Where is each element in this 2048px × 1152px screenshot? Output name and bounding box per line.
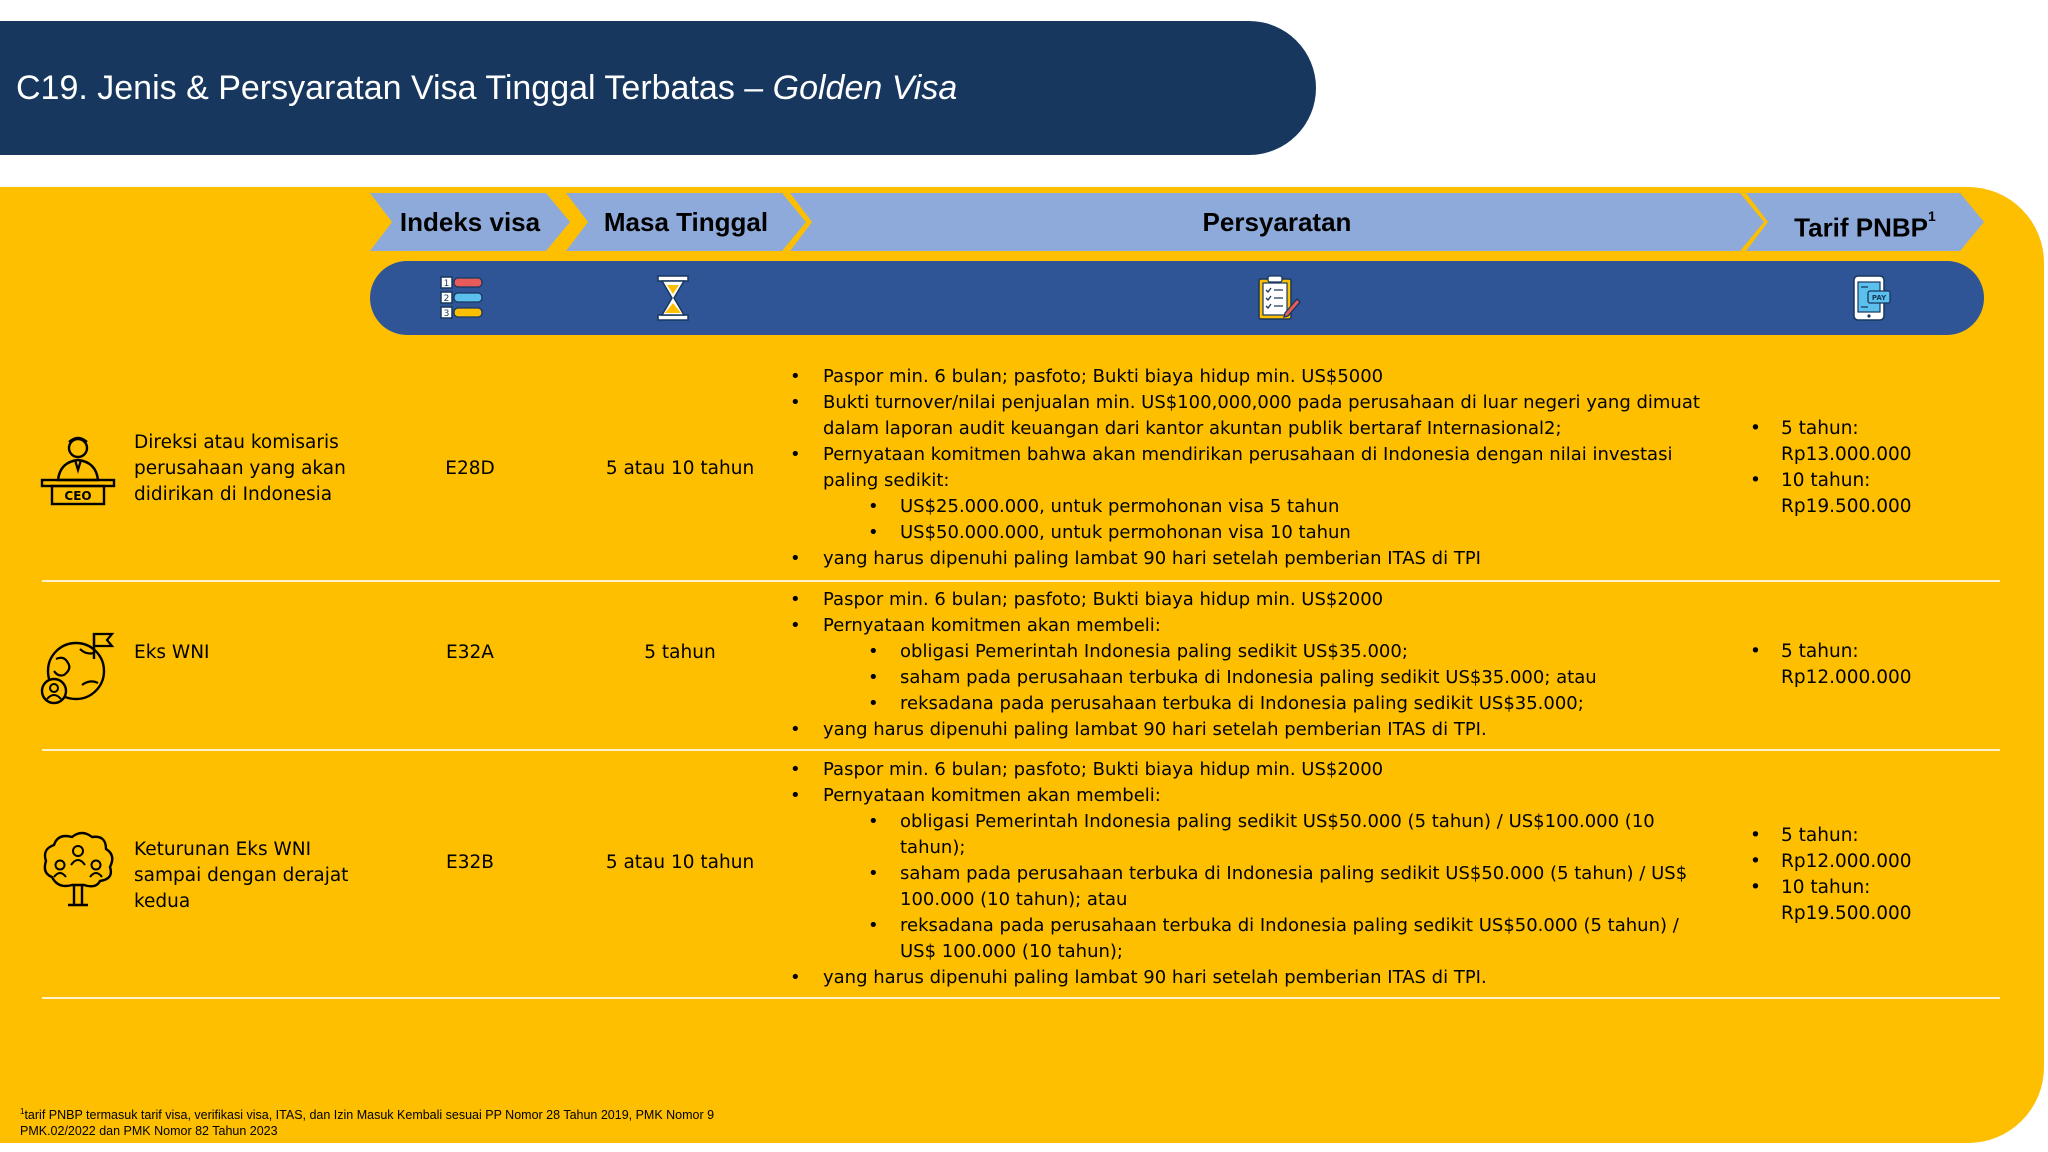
header-tarif-text: Tarif PNBP <box>1794 212 1929 243</box>
header-tarif-pnbp <box>1746 193 1984 251</box>
requirement-item: • Bukti turnover/nilai penjualan min. US$100,000,000 pada perusahaan di luar negeri yang dimuat dalam laporan audit keuangan dari kantor akuntan publik bertaraf Internasional2; <box>790 390 1720 442</box>
tarif-amount: Rp19.500.000 <box>1781 903 1912 924</box>
header-icon-strip <box>370 261 1984 335</box>
tarif-amount: Rp13.000.000 <box>1781 444 1912 465</box>
requirement-item: • yang harus dipenuhi paling lambat 90 hari setelah pemberian ITAS di TPI <box>790 546 1720 572</box>
title-italic: Golden Visa <box>772 68 958 107</box>
page-title <box>16 69 957 108</box>
header-masa-tinggal <box>566 193 806 251</box>
header-indeks-label: Indeks visa <box>399 207 541 237</box>
requirement-item: • Paspor min. 6 bulan; pasfoto; Bukti biaya hidup min. US$2000 <box>790 587 1720 613</box>
title-main: C19. Jenis & Persyaratan Visa Tinggal Terbatas – <box>16 68 773 107</box>
requirement-subitem: • reksadana pada perusahaan terbuka di Indonesia paling sedikit US$35.000; <box>790 691 1720 717</box>
row-divider <box>42 749 2000 751</box>
tarif-item: • Rp12.000.000 <box>1750 849 1990 875</box>
tarif-item: • 5 tahun: <box>1750 823 1990 849</box>
requirement-item: • Paspor min. 6 bulan; pasfoto; Bukti biaya hidup min. US$5000 <box>790 364 1720 390</box>
globe-person-flag-icon <box>38 629 118 709</box>
tarif-item: • 10 tahun: <box>1750 875 1990 901</box>
footnote-marker: 1 <box>20 1107 25 1116</box>
requirement-item: • yang harus dipenuhi paling lambat 90 hari setelah pemberian ITAS di TPI. <box>790 965 1720 991</box>
checklist-icon <box>1253 273 1303 323</box>
ceo-icon <box>38 432 118 512</box>
requirement-item: • yang harus dipenuhi paling lambat 90 hari setelah pemberian ITAS di TPI. <box>790 717 1720 743</box>
requirement-item: • Pernyataan komitmen bahwa akan mendirikan perusahaan di Indonesia dengan nilai investasi paling sedikit: <box>790 442 1720 494</box>
requirement-subitem: • US$50.000.000, untuk permohonan visa 10 tahun <box>790 520 1720 546</box>
category-label: Direksi atau komisaris perusahaan yang akan didirikan di Indonesia <box>134 432 346 505</box>
tarif-list <box>1750 639 1990 691</box>
requirement-subitem: • obligasi Pemerintah Indonesia paling sedikit US$50.000 (5 tahun) / US$100.000 (10 tahun); <box>790 809 1720 861</box>
ceo-icon-text: CEO <box>64 489 92 503</box>
requirements-list <box>790 757 1720 991</box>
visa-index: E32A <box>446 642 494 663</box>
category-label: Keturunan Eks WNI sampai dengan derajat kedua <box>134 839 349 912</box>
header-persyaratan <box>790 193 1764 251</box>
footnote-text: tarif PNBP termasuk tarif visa, verifikasi visa, ITAS, dan Izin Masuk Kembali sesuai PP Nomor 28 Tahun 2019, PMK Nomor 9 PMK.02/2022 dan PMK Nomor 82 Tahun 2023 <box>20 1108 715 1139</box>
requirement-subitem: • reksadana pada perusahaan terbuka di Indonesia paling sedikit US$50.000 (5 tahun) / US$ 100.000 (10 tahun); <box>790 913 1720 965</box>
svg-text:1: 1 <box>443 279 450 289</box>
stay-duration: 5 tahun <box>644 642 716 663</box>
requirement-subitem: • saham pada perusahaan terbuka di Indonesia paling sedikit US$35.000; atau <box>790 665 1720 691</box>
requirements-list <box>790 587 1720 743</box>
header-masa-label: Masa Tinggal <box>603 207 769 237</box>
tarif-list <box>1750 823 1990 927</box>
family-tree-icon <box>38 829 118 909</box>
header-tarif-label <box>1746 193 1984 251</box>
numbered-list-icon <box>437 273 487 323</box>
svg-text:2: 2 <box>443 294 450 304</box>
visa-index: E28D <box>445 458 495 479</box>
requirements-list <box>790 364 1720 572</box>
tarif-item: • 5 tahun: <box>1750 416 1990 442</box>
stay-duration: 5 atau 10 tahun <box>605 852 755 873</box>
svg-text:PAY: PAY <box>1871 294 1887 302</box>
requirement-subitem: • saham pada perusahaan terbuka di Indonesia paling sedikit US$50.000 (5 tahun) / US$ 100.000 (10 tahun); atau <box>790 861 1720 913</box>
requirement-item: • Pernyataan komitmen akan membeli: <box>790 613 1720 639</box>
requirement-subitem: • US$25.000.000, untuk permohonan visa 5 tahun <box>790 494 1720 520</box>
tarif-item: • 5 tahun: <box>1750 639 1990 665</box>
requirement-subitem: • obligasi Pemerintah Indonesia paling sedikit US$35.000; <box>790 639 1720 665</box>
header-indeks-visa <box>370 193 570 251</box>
payment-phone-icon <box>1846 273 1896 323</box>
requirement-item: • Paspor min. 6 bulan; pasfoto; Bukti biaya hidup min. US$2000 <box>790 757 1720 783</box>
tarif-item: • 10 tahun: <box>1750 468 1990 494</box>
title-bar <box>0 21 1316 155</box>
requirement-item: • Pernyataan komitmen akan membeli: <box>790 783 1720 809</box>
category-label: Eks WNI <box>134 642 210 663</box>
tarif-amount: Rp19.500.000 <box>1781 496 1912 517</box>
header-persyaratan-label: Persyaratan <box>1202 207 1352 237</box>
tarif-list <box>1750 416 1990 520</box>
hourglass-icon <box>648 273 698 323</box>
visa-index: E32B <box>446 852 494 873</box>
header-tarif-sup: 1 <box>1928 208 1936 224</box>
row-divider <box>42 580 2000 582</box>
row-divider <box>42 997 2000 999</box>
content-panel <box>0 187 2044 1143</box>
stay-duration: 5 atau 10 tahun <box>605 458 755 479</box>
tarif-amount: Rp12.000.000 <box>1781 667 1912 688</box>
footnote <box>20 1104 740 1139</box>
svg-text:3: 3 <box>443 309 450 319</box>
